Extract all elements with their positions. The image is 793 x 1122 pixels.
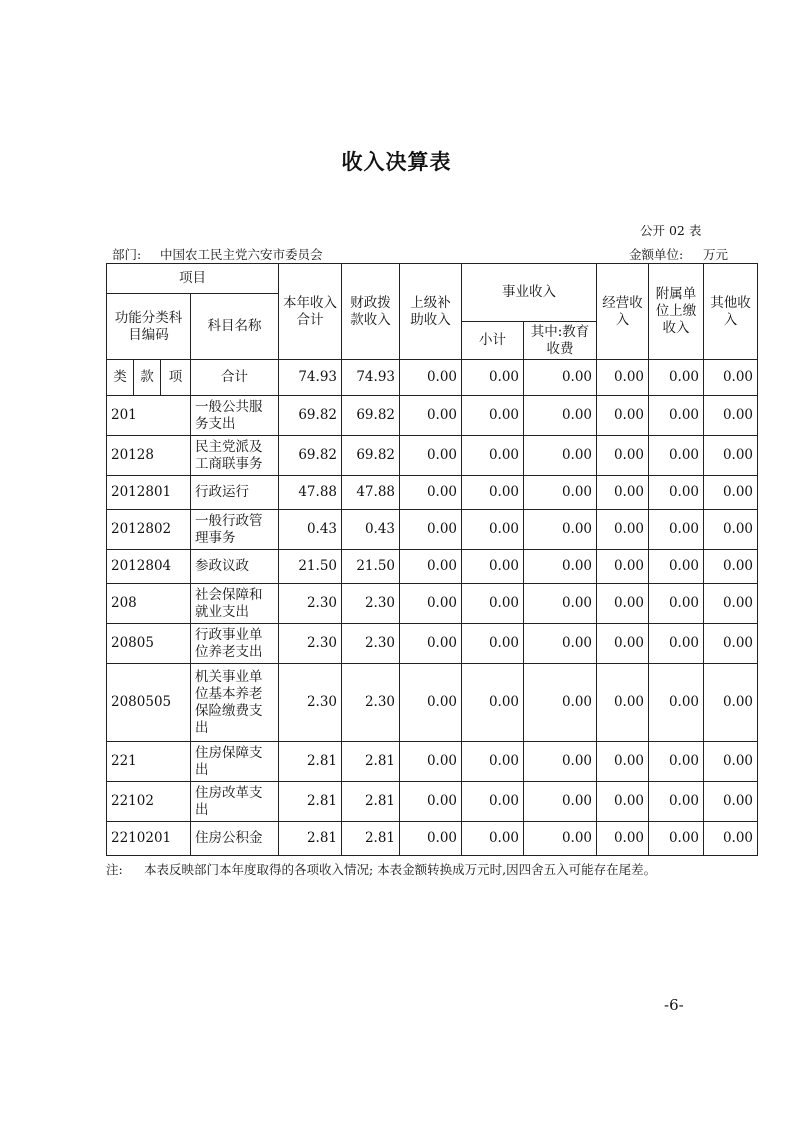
total-cell: 0.00 [524, 360, 597, 396]
amount-cell: 0.00 [704, 550, 758, 584]
amount-cell: 0.00 [649, 664, 704, 742]
function-code-cell: 2012801 [107, 476, 191, 510]
amount-cell: 0.00 [704, 822, 758, 856]
total-cell: 0.00 [597, 360, 649, 396]
amount-cell: 0.00 [524, 396, 597, 436]
amount-cell: 0.00 [704, 396, 758, 436]
amount-cell: 0.00 [462, 476, 524, 510]
amount-cell: 0.00 [400, 624, 462, 664]
amount-cell: 69.82 [342, 396, 400, 436]
income-table [106, 263, 758, 856]
subject-name-cell: 社会保障和就业支出 [191, 584, 279, 624]
header-business: 事业收入 [462, 264, 597, 322]
total-cell: 0.00 [462, 360, 524, 396]
amount-cell: 2.81 [279, 822, 342, 856]
function-code-cell: 208 [107, 584, 191, 624]
table-row [107, 782, 758, 822]
amount-cell: 2.30 [342, 584, 400, 624]
table-row [107, 742, 758, 782]
total-cell: 74.93 [342, 360, 400, 396]
amount-cell: 0.00 [704, 476, 758, 510]
amount-cell: 0.00 [704, 624, 758, 664]
amount-cell: 0.00 [704, 436, 758, 476]
header-project: 项目 [107, 264, 279, 294]
header-xiang: 项 [161, 360, 191, 396]
amount-cell: 0.00 [400, 584, 462, 624]
footnote [106, 860, 656, 878]
amount-cell: 0.00 [704, 742, 758, 782]
amount-cell: 0.00 [649, 510, 704, 550]
header-total: 本年收入合计 [279, 264, 342, 360]
amount-cell: 0.00 [400, 664, 462, 742]
total-cell: 0.00 [649, 360, 704, 396]
table-row [107, 436, 758, 476]
amount-cell: 0.00 [400, 550, 462, 584]
amount-cell: 0.00 [462, 664, 524, 742]
amount-cell: 0.00 [649, 584, 704, 624]
amount-cell: 0.00 [704, 510, 758, 550]
amount-cell: 0.00 [462, 584, 524, 624]
amount-cell: 0.00 [400, 396, 462, 436]
footnote-label: 注: [106, 862, 123, 877]
amount-cell: 0.00 [597, 742, 649, 782]
function-code-cell: 201 [107, 396, 191, 436]
header-affiliated: 附属单位上缴收入 [649, 264, 704, 360]
subject-name-cell: 参政议政 [191, 550, 279, 584]
amount-cell: 69.82 [279, 396, 342, 436]
amount-cell: 0.00 [597, 624, 649, 664]
amount-unit-label: 金额单位: [629, 247, 684, 262]
department-label: 部门: [112, 247, 142, 262]
amount-cell: 0.00 [400, 742, 462, 782]
amount-cell: 0.00 [462, 510, 524, 550]
amount-cell: 0.43 [342, 510, 400, 550]
amount-cell: 0.00 [524, 742, 597, 782]
amount-cell: 2.30 [279, 624, 342, 664]
function-code-cell: 20128 [107, 436, 191, 476]
amount-cell: 0.00 [462, 822, 524, 856]
amount-cell: 0.00 [524, 550, 597, 584]
amount-cell: 0.00 [462, 624, 524, 664]
table-row [107, 664, 758, 742]
amount-cell: 0.00 [649, 624, 704, 664]
header-subject-name: 科目名称 [191, 294, 279, 360]
amount-cell: 0.00 [597, 476, 649, 510]
amount-cell: 2.81 [279, 782, 342, 822]
table-row [107, 822, 758, 856]
subject-name-cell: 行政运行 [191, 476, 279, 510]
amount-cell: 0.00 [462, 742, 524, 782]
total-row [107, 360, 758, 396]
amount-cell: 2.30 [279, 664, 342, 742]
department-name: 中国农工民主党六安市委员会 [160, 247, 323, 262]
amount-cell: 0.00 [524, 584, 597, 624]
header-fiscal: 财政拨款收入 [342, 264, 400, 360]
header-lei: 类 [107, 360, 134, 396]
amount-cell: 0.00 [524, 624, 597, 664]
amount-cell: 0.00 [462, 436, 524, 476]
table-row [107, 624, 758, 664]
amount-cell: 0.00 [524, 436, 597, 476]
function-code-cell: 2012804 [107, 550, 191, 584]
amount-cell: 0.00 [597, 550, 649, 584]
table-row [107, 476, 758, 510]
page-title: 收入决算表 [341, 150, 452, 174]
amount-cell: 0.00 [524, 822, 597, 856]
amount-cell: 2.30 [279, 584, 342, 624]
amount-cell: 21.50 [342, 550, 400, 584]
total-cell: 0.00 [704, 360, 758, 396]
amount-unit-value: 万元 [703, 247, 729, 262]
function-code-cell: 221 [107, 742, 191, 782]
subject-name-cell: 机关事业单位基本养老保险缴费支出 [191, 664, 279, 742]
amount-cell: 0.00 [524, 510, 597, 550]
amount-cell: 0.00 [704, 584, 758, 624]
amount-cell: 0.00 [462, 550, 524, 584]
amount-cell: 0.00 [524, 476, 597, 510]
footnote-text: 本表反映部门本年度取得的各项收入情况; 本表金额转换成万元时,因四舍五入可能存在尾差。 [144, 862, 657, 877]
amount-cell: 0.00 [649, 396, 704, 436]
amount-cell: 2.81 [342, 782, 400, 822]
amount-cell: 2.30 [342, 624, 400, 664]
amount-cell: 0.00 [597, 822, 649, 856]
amount-cell: 0.00 [704, 664, 758, 742]
subject-name-cell: 一般公共服务支出 [191, 396, 279, 436]
function-code-cell: 20805 [107, 624, 191, 664]
amount-cell: 0.00 [597, 436, 649, 476]
amount-cell: 0.00 [524, 782, 597, 822]
function-code-cell: 22102 [107, 782, 191, 822]
amount-cell: 0.00 [400, 476, 462, 510]
amount-cell: 0.43 [279, 510, 342, 550]
header-superior: 上级补助收入 [400, 264, 462, 360]
table-row [107, 550, 758, 584]
amount-cell: 69.82 [279, 436, 342, 476]
function-code-cell: 2080505 [107, 664, 191, 742]
page-number: -6- [664, 996, 684, 1014]
amount-cell: 0.00 [597, 664, 649, 742]
form-number: 公开 02 表 [640, 223, 702, 238]
amount-cell: 2.81 [342, 742, 400, 782]
amount-cell: 2.30 [342, 664, 400, 742]
amount-cell: 0.00 [649, 476, 704, 510]
header-kuan: 款 [134, 360, 161, 396]
header-other: 其他收入 [704, 264, 758, 360]
header-operating: 经营收入 [597, 264, 649, 360]
amount-cell: 0.00 [400, 510, 462, 550]
amount-cell: 0.00 [400, 436, 462, 476]
header-func-code: 功能分类科目编码 [107, 294, 191, 360]
subject-name-cell: 民主党派及工商联事务 [191, 436, 279, 476]
amount-cell: 0.00 [597, 584, 649, 624]
amount-cell: 0.00 [649, 742, 704, 782]
amount-cell: 69.82 [342, 436, 400, 476]
amount-cell: 0.00 [524, 664, 597, 742]
function-code-cell: 2012802 [107, 510, 191, 550]
amount-cell: 0.00 [597, 396, 649, 436]
amount-cell: 47.88 [279, 476, 342, 510]
amount-cell: 2.81 [342, 822, 400, 856]
table-row [107, 396, 758, 436]
amount-cell: 0.00 [649, 550, 704, 584]
amount-cell: 0.00 [649, 436, 704, 476]
amount-cell: 2.81 [279, 742, 342, 782]
amount-cell: 0.00 [597, 510, 649, 550]
subject-name-cell: 一般行政管理事务 [191, 510, 279, 550]
amount-cell: 47.88 [342, 476, 400, 510]
total-cell: 74.93 [279, 360, 342, 396]
subject-name-cell: 住房保障支出 [191, 742, 279, 782]
subject-name-cell: 住房公积金 [191, 822, 279, 856]
table-row [107, 510, 758, 550]
table-row [107, 584, 758, 624]
function-code-cell: 2210201 [107, 822, 191, 856]
amount-cell: 0.00 [704, 782, 758, 822]
amount-cell: 0.00 [462, 782, 524, 822]
total-cell: 0.00 [400, 360, 462, 396]
header-subtotal: 小计 [462, 322, 524, 360]
amount-cell: 0.00 [462, 396, 524, 436]
amount-cell: 0.00 [400, 822, 462, 856]
header-education-fee: 其中:教育收费 [524, 322, 597, 360]
amount-cell: 0.00 [649, 782, 704, 822]
amount-cell: 21.50 [279, 550, 342, 584]
subject-name-cell: 行政事业单位养老支出 [191, 624, 279, 664]
subject-name-cell: 住房改革支出 [191, 782, 279, 822]
amount-cell: 0.00 [597, 782, 649, 822]
total-label: 合计 [191, 360, 279, 396]
amount-cell: 0.00 [400, 782, 462, 822]
amount-cell: 0.00 [649, 822, 704, 856]
